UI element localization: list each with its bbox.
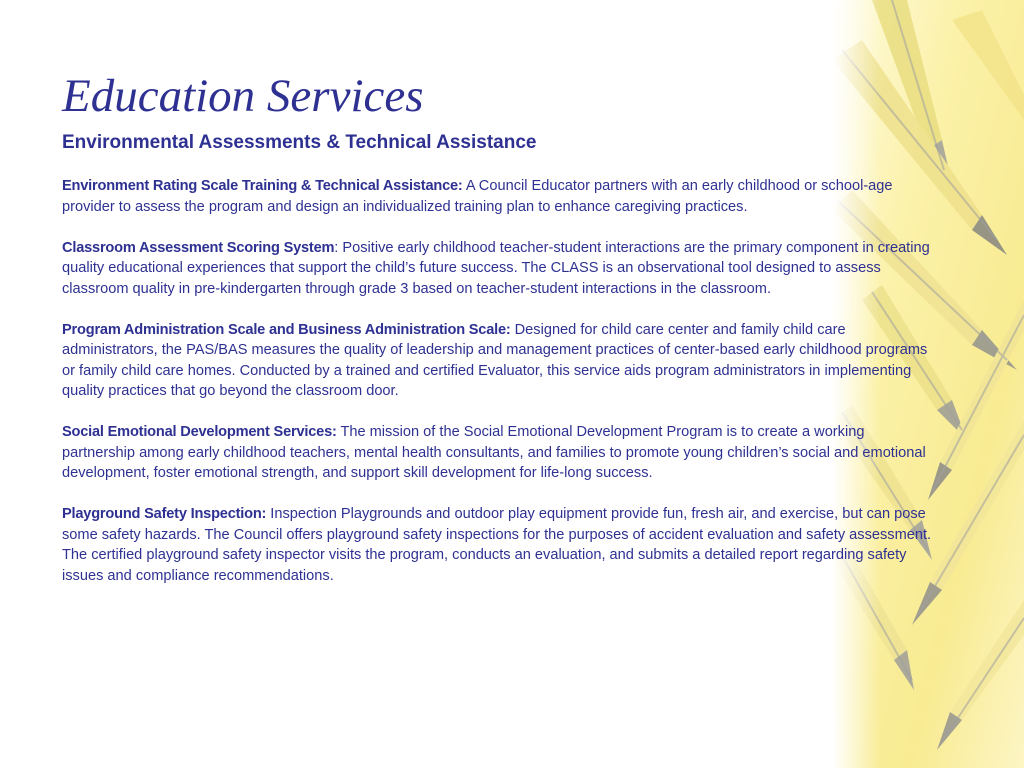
page-title: Education Services	[62, 70, 424, 122]
service-label: Program Administration Scale and Business Administration Scale:	[62, 321, 511, 338]
service-description: Designed for child care center and family child care administrators, the PAS/BAS measures the quality of leadership and management practices of center-based early childhood programs or family child care homes. Conducted by a trained and certified Evaluator, this service aids program administrators in implementing quality practices that go beyond the classroom door.	[62, 321, 928, 399]
services-list	[62, 176, 938, 607]
service-label: Playground Safety Inspection:	[62, 506, 267, 522]
service-entry-social-emotional-development	[62, 422, 938, 484]
service-entry-environment-rating-scale	[62, 176, 938, 217]
service-entry-classroom-assessment	[62, 238, 938, 300]
page-subtitle: Environmental Assessments & Technical Assistance	[62, 132, 537, 153]
service-label: Classroom Assessment Scoring System	[62, 239, 335, 256]
service-label: Environment Rating Scale Training & Technical Assistance:	[62, 178, 463, 194]
service-description: : Positive early childhood teacher-student interactions are the primary component in creating quality educational experiences that support the child’s future success. The CLASS is an observational tool designed to assess classroom quality in pre-kindergarten through grade 3 based on teacher-student interactions in the classroom.	[62, 239, 930, 297]
service-description: Inspection Playgrounds and outdoor play equipment provide fun, fresh air, and exercise, but can pose some safety hazards. The Council offers playground safety inspections for the purposes of accident evaluation and safety assessment. The certified playground safety inspector visits the program, conducts an evaluation, and submits a detailed report regarding safety issues and compliance recommendations.	[62, 506, 932, 584]
service-description: The mission of the Social Emotional Development Program is to create a working partnership among early childhood teachers, mental health consultants, and families to promote young children’s social and emotional development, foster emotional strength, and support skill development for life-long success.	[62, 424, 926, 481]
service-label: Social Emotional Development Services:	[62, 424, 337, 440]
service-entry-program-administration-scale	[62, 320, 938, 402]
service-entry-playground-safety	[62, 504, 938, 586]
service-description: A Council Educator partners with an early childhood or school-age provider to assess the program and design an individualized training plan to enhance caregiving practices.	[62, 178, 893, 215]
